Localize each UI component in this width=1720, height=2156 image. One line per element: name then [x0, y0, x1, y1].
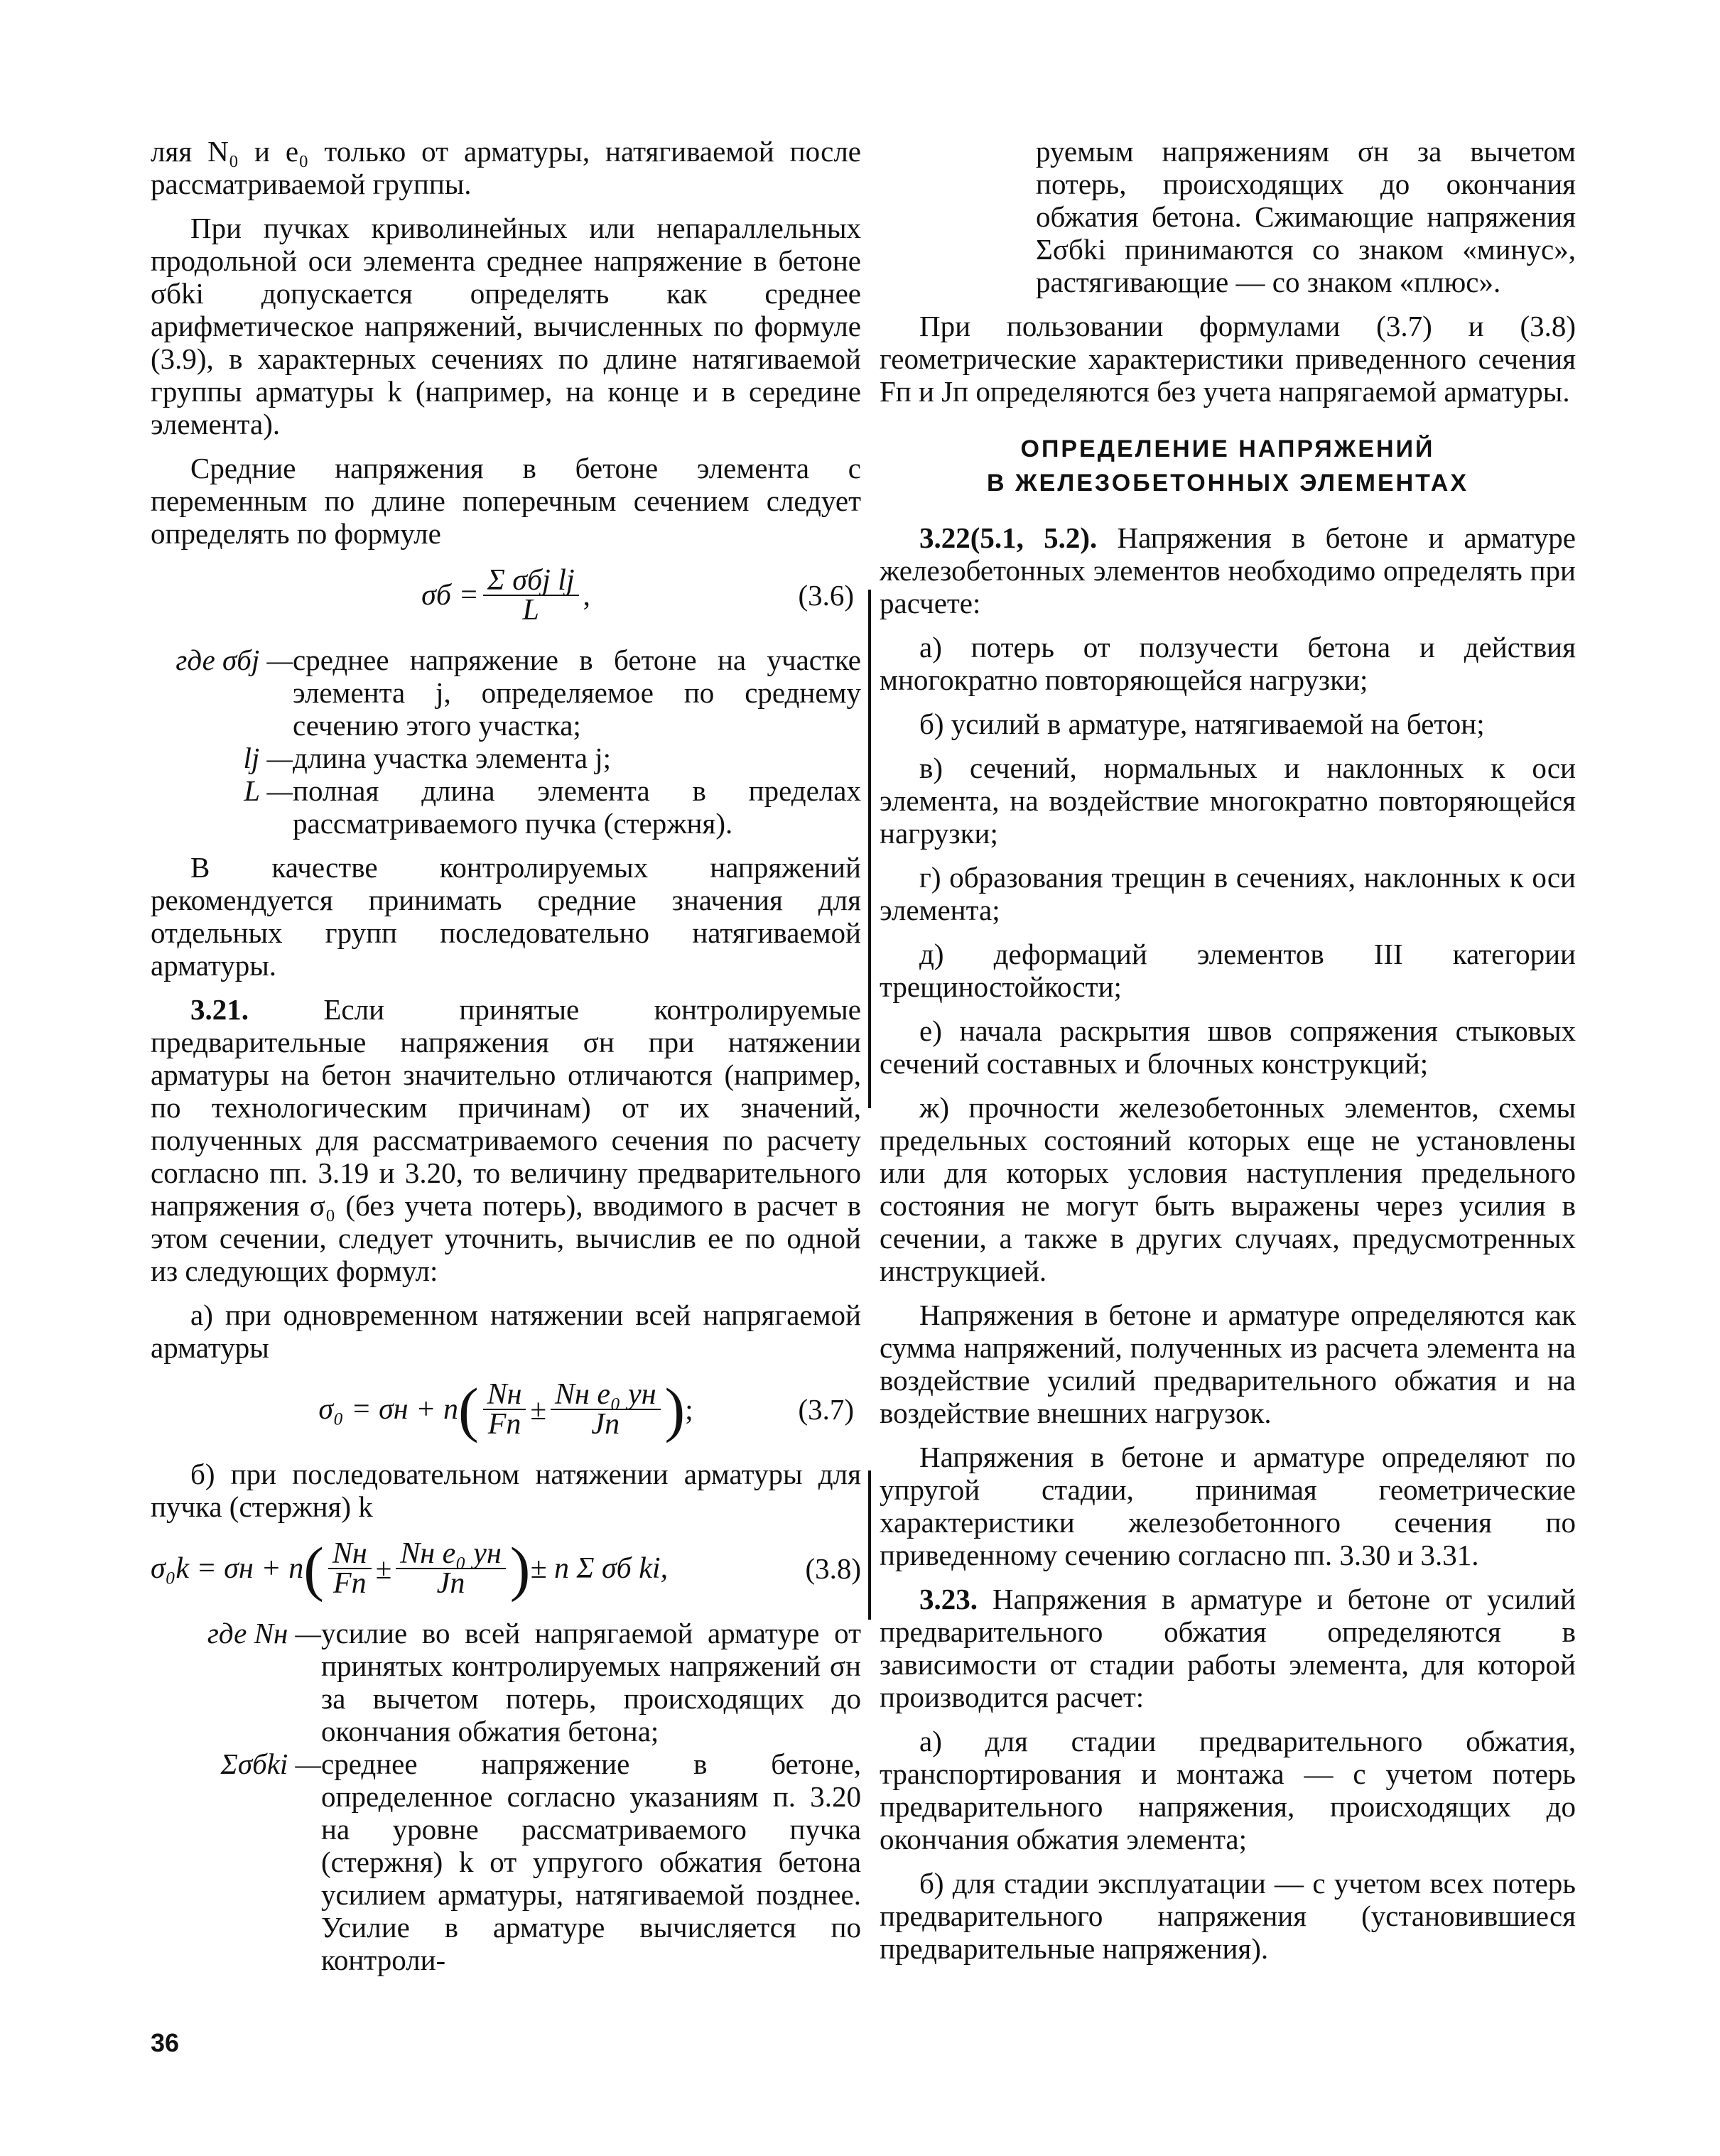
paragraph: Напряжения в бетоне и арматуре определяются как сумма напряжений, полученных из расчета элемента на воздействие усилий предварительного обжатия и на воздействие внешних нагрузок.: [880, 1299, 1576, 1429]
list-item: г) образования трещин в сечениях, наклонных к оси элемента;: [880, 861, 1576, 926]
paragraph: руемым напряжениям σн за вычетом потерь, происходящих до окончания обжатия бетона. Сжимающие напряжения Σσбki принимаются со знаком «минус», растягивающие — со знаком «плюс».: [1036, 135, 1576, 298]
denominator: L: [522, 594, 539, 627]
heading-line: ОПРЕДЕЛЕНИЕ НАПРЯЖЕНИЙ: [1020, 435, 1435, 462]
definition-text: усилие во всей напрягаемой арматуре от принятых контролируемых напряжений σн за вычетом потерь, происходящих до окончания обжатия бетона;: [321, 1617, 861, 1748]
paragraph: а) при одновременном натяжении всей напрягаемой арматуры: [151, 1299, 861, 1364]
denominator: Fп: [332, 1567, 367, 1600]
list-item: в) сечений, нормальных и наклонных к оси элемента, на воздействие многократно повторяющейся нагрузки;: [880, 752, 1576, 850]
definition-list: [151, 644, 861, 840]
paragraph: [151, 993, 861, 1287]
definition-term: где Nн —: [207, 1617, 321, 1649]
formula-number: (3.8): [805, 1552, 861, 1585]
numerator: Nн e₀ yн: [396, 1539, 506, 1569]
definition-term: lj —: [243, 742, 293, 774]
formula-3-6: [151, 561, 861, 629]
numerator: Nн e₀ yн: [551, 1380, 661, 1410]
list-item: ж) прочности железобетонных элементов, схемы предельных состояний которых еще не установлены или для которых условия наступления предельного состояния не могут быть выражены через усилия в сечении, а также в других случаях, предусмотренных инструкцией.: [880, 1091, 1576, 1287]
clause-text: Напряжения в бетоне и арматуре железобетонных элементов необходимо определять при расчете:: [880, 521, 1576, 619]
paragraph: При пучках криволинейных или непараллельных продольной оси элемента среднее напряжение в бетоне σбki допускается определять как среднее арифметическое напряжений, вычисленных по формуле (3.9), в характерных сечениях по длине натягиваемой группы арматуры k (например, на конце и в середине элемента).: [151, 212, 861, 440]
paragraph: [880, 1583, 1576, 1713]
definition: [151, 1617, 861, 1748]
heading-line: В ЖЕЛЕЗОБЕТОННЫХ ЭЛЕМЕНТАХ: [986, 470, 1469, 497]
numerator: Nн: [328, 1539, 372, 1569]
list-item: е) начала раскрытия швов сопряжения стыковых сечений составных и блочных конструкций;: [880, 1014, 1576, 1080]
formula-3-8: [151, 1534, 861, 1603]
section-heading: [880, 432, 1576, 500]
formula-tail: ;: [685, 1393, 693, 1426]
clause-number: 3.21.: [190, 993, 249, 1026]
list-item: б) усилий в арматуре, натягиваемой на бетон;: [919, 708, 1485, 740]
paragraph: При пользовании формулами (3.7) и (3.8) геометрические характеристики приведенного сечения Fп и Jп определяются без учета напрягаемой арматуры.: [880, 310, 1576, 408]
formula-number: (3.6): [798, 579, 854, 612]
paragraph: В качестве контролируемых напряжений рекомендуется принимать средние значения для отдельных групп последовательно натягиваемой арматуры.: [151, 851, 861, 982]
paragraph: ляя N₀ и e₀ только от арматуры, натягиваемой после рассматриваемой группы.: [151, 135, 861, 200]
definition: [151, 644, 861, 742]
plus-minus: ±: [375, 1552, 392, 1585]
fraction: [551, 1380, 661, 1439]
paragraph: б) при последовательном натяжении арматуры для пучка (стержня) k: [151, 1458, 861, 1523]
paragraph: [880, 521, 1576, 619]
formula-tail: ,: [583, 579, 590, 612]
clause-text: Напряжения в арматуре и бетоне от усилий предварительного обжатия определяются в зависимости от стадии работы элемента, для которой производится расчет:: [880, 1583, 1576, 1713]
definition-text: среднее напряжение в бетоне на участке элемента j, определяемое по среднему сечению этого участка;: [293, 644, 861, 742]
definition-text: длина участка элемента j;: [293, 742, 612, 774]
definition: [151, 742, 861, 774]
definition-list: [151, 1617, 861, 1976]
formula-lhs: σб =: [421, 579, 479, 612]
fraction: [396, 1539, 506, 1598]
paragraph: Средние напряжения в бетоне элемента с переменным по длине поперечным сечением следует определять по формуле: [151, 452, 861, 550]
numerator: Nн: [483, 1380, 526, 1410]
definition-term: Σσбki —: [220, 1748, 321, 1780]
formula-3-7: [151, 1375, 861, 1443]
definition: [151, 774, 861, 840]
change-bar: [868, 590, 871, 1108]
definition: [151, 1748, 861, 1976]
paren-open: (: [458, 1375, 479, 1443]
list-item: а) для стадии предварительного обжатия, транспортирования и монтажа — с учетом потерь предварительного напряжения, происходящих до окончания обжатия элемента;: [880, 1725, 1576, 1856]
change-bar: [868, 1470, 871, 1620]
clause-number: 3.22(5.1, 5.2).: [919, 521, 1098, 554]
formula-lhs: σ₀ = σн + n: [318, 1393, 458, 1426]
formula-tail: ± n Σ σб ki,: [530, 1552, 669, 1585]
list-item: б) для стадии эксплуатации — с учетом всех потерь предварительного напряжения (установившиеся предварительные напряжения).: [880, 1867, 1576, 1965]
definition-term: L —: [244, 774, 293, 807]
paren-open: (: [303, 1534, 324, 1603]
denominator: Fп: [487, 1408, 521, 1441]
numerator: Σ σбj lj: [483, 566, 579, 596]
left-column: [151, 135, 861, 1988]
list-item: а) потерь от ползучести бетона и действия многократно повторяющейся нагрузки;: [880, 631, 1576, 696]
right-column: [880, 135, 1576, 1976]
denominator: Jп: [591, 1408, 620, 1441]
paragraph: Напряжения в бетоне и арматуре определяют по упругой стадии, принимая геометрические характеристики железобетонного сечения по приведенному сечению согласно пп. 3.30 и 3.31.: [880, 1441, 1576, 1571]
definition-text: среднее напряжение в бетоне, определенное согласно указаниям п. 3.20 на уровне рассматриваемого пучка (стержня) k от упругого обжатия бетона усилием арматуры, натягиваемой позднее. Усилие в арматуре вычисляется по контроли-: [321, 1748, 861, 1976]
list-item: д) деформаций элементов III категории трещиностойкости;: [880, 938, 1576, 1003]
denominator: Jп: [436, 1567, 465, 1600]
paren-close: ): [664, 1375, 686, 1443]
paren-close: ): [509, 1534, 531, 1603]
formula-number: (3.7): [798, 1393, 854, 1426]
clause-text: Если принятые контролируемые предварительные напряжения σн при натяжении арматуры на бетон значительно отличаются (например, по технологическим причинам) от их значений, полученных для рассматриваемого сечения по расчету согласно пп. 3.19 и 3.20, то величину предварительного напряжения σ₀ (без учета потерь), вводимого в расчет в этом сечении, следует уточнить, вычислив ее по одной из следующих формул:: [151, 993, 862, 1287]
clause-number: 3.23.: [919, 1583, 978, 1615]
fraction: [483, 564, 579, 627]
plus-minus: ±: [530, 1393, 546, 1426]
definition-text: полная длина элемента в пределах рассматриваемого пучка (стержня).: [293, 774, 861, 840]
fraction: [328, 1539, 372, 1598]
page-number: 36: [151, 2028, 180, 2057]
definition-term: где σбj —: [175, 644, 293, 676]
formula-lhs: σ₀k = σн + n: [151, 1552, 304, 1585]
fraction: [483, 1380, 526, 1439]
